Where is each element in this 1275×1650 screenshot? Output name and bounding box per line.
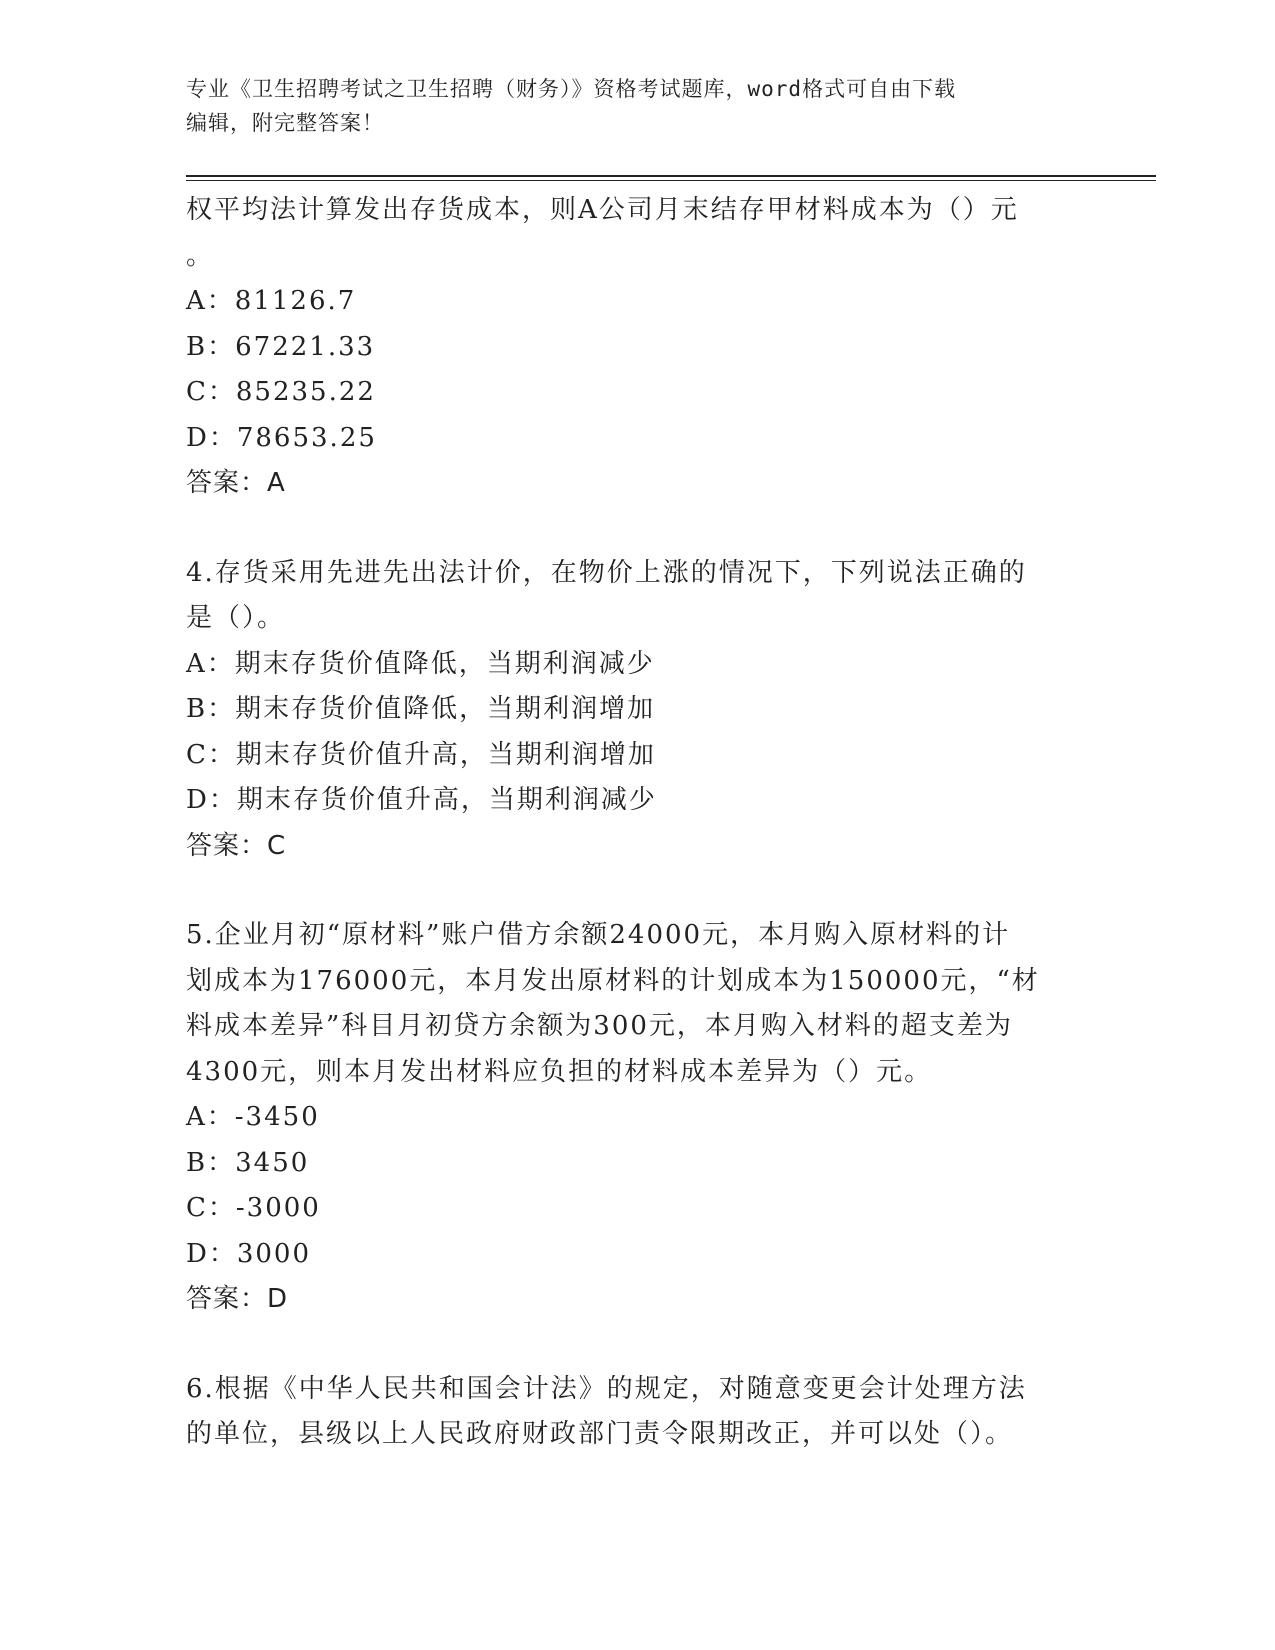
option-d: D：3000 [186,1238,312,1269]
option-a: A：-3450 [186,1102,320,1132]
spacer [186,869,1066,913]
header-rule-thick [186,175,1156,177]
option-b: B：期末存货价值降低，当期利润增加 [186,694,656,724]
header-line-2: 编辑，附完整答案！ [186,111,384,135]
question-text: 料成本差异”科目月初贷方余额为300元，本月购入材料的超支差为 [186,1011,1013,1041]
question-text: 划成本为176000元，本月发出原材料的计划成本为150000元，“材 [186,965,1040,996]
option-a: A：期末存货价值降低，当期利润减少 [186,648,655,679]
question-6 [186,1367,1066,1458]
question-text: 5.企业月初“原材料”账户借方余额24000元，本月购入原材料的计 [186,920,1011,950]
spacer [186,507,1066,551]
question-text: 是（）。 [186,603,286,633]
answer-label: 答案：A [186,468,286,498]
option-a: A：81126.7 [186,286,357,316]
header-rule-thin [186,180,1156,181]
question-4 [186,551,1066,870]
option-b: B：67221.33 [186,331,376,362]
header-line-1: 专业《卫生招聘考试之卫生招聘（财务）》资格考试题库，word格式可自由下载 [186,77,957,101]
question-3 [186,188,1066,507]
question-text: 。 [186,240,215,271]
document-header [186,72,1066,140]
document-body [186,188,1066,1458]
question-text: 的单位，县级以上人民政府财政部门责令限期改正，并可以处（）。 [186,1419,1014,1449]
option-d: D：期末存货价值升高，当期利润减少 [186,785,657,815]
question-text: 6.根据《中华人民共和国会计法》的规定，对随意变更会计处理方法 [186,1373,1027,1404]
option-c: C：期末存货价值升高，当期利润增加 [186,739,656,770]
option-c: C：85235.22 [186,377,376,407]
option-b: B：3450 [186,1147,310,1178]
answer-label: 答案：C [186,830,287,861]
question-text: 权平均法计算发出存货成本，则A公司月末结存甲材料成本为（）元 [186,195,1019,225]
option-c: C：-3000 [186,1193,321,1223]
question-text: 4.存货采用先进先出法计价，在物价上涨的情况下，下列说法正确的 [186,557,1027,588]
question-text: 4300元，则本月发出材料应负担的材料成本差异为（）元。 [186,1056,933,1087]
option-d: D：78653.25 [186,422,377,453]
question-5 [186,913,1066,1323]
answer-label: 答案：D [186,1284,289,1314]
spacer [186,1323,1066,1367]
